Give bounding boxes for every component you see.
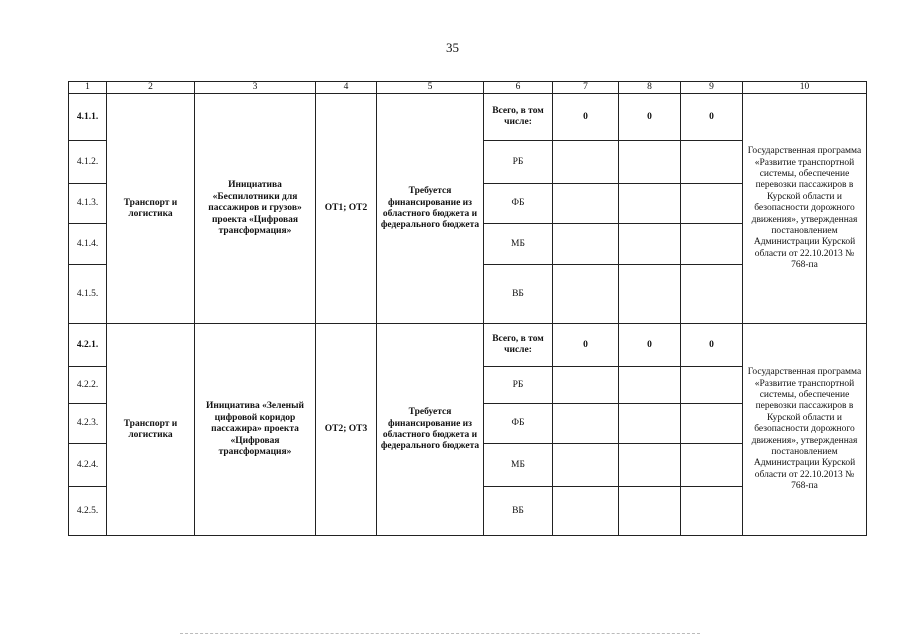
row-number: 4.2.4. [69, 444, 107, 487]
value-col-7 [553, 367, 619, 404]
program-cell: Государственная программа «Развитие транспортной системы, обеспечение перевозки пассажиров в Курской области и безопасности дорожного движения», утвержденная постановлением Администрации Курской области от 22.10.2013 № 768-па [743, 94, 867, 324]
funding-table [68, 81, 867, 536]
page-number: 35 [446, 40, 459, 55]
header-cell-8: 8 [619, 82, 681, 94]
row-number: 4.1.3. [69, 184, 107, 224]
value-col-9 [681, 404, 743, 444]
value-col-8 [619, 265, 681, 324]
program-cell: Государственная программа «Развитие транспортной системы, обеспечение перевозки пассажиров в Курской области и безопасности дорожного движения», утвержденная постановлением Администрации Курской области от 22.10.2013 № 768-па [743, 324, 867, 536]
value-col-9 [681, 487, 743, 536]
header-cell-7: 7 [553, 82, 619, 94]
codes-cell: ОТ1; ОТ2 [316, 94, 377, 324]
header-row [69, 82, 867, 94]
value-col-8: 0 [619, 324, 681, 367]
value-col-8 [619, 224, 681, 265]
source-cell: РБ [484, 367, 553, 404]
source-cell: Всего, в том числе: [484, 94, 553, 141]
source-cell: МБ [484, 224, 553, 265]
value-col-8 [619, 184, 681, 224]
sector-cell: Транспорт и логистика [107, 324, 195, 536]
value-col-7: 0 [553, 324, 619, 367]
value-col-8 [619, 444, 681, 487]
source-cell: РБ [484, 141, 553, 184]
row-number: 4.1.2. [69, 141, 107, 184]
value-col-7 [553, 141, 619, 184]
header-cell-1: 1 [69, 82, 107, 94]
header-cell-3: 3 [195, 82, 316, 94]
sector-cell: Транспорт и логистика [107, 94, 195, 324]
value-col-7 [553, 444, 619, 487]
header-cell-9: 9 [681, 82, 743, 94]
value-col-9 [681, 367, 743, 404]
codes-cell: ОТ2; ОТ3 [316, 324, 377, 536]
initiative-cell: Инициатива «Зеленый цифровой коридор пассажира» проекта «Цифровая трансформация» [195, 324, 316, 536]
value-col-7 [553, 224, 619, 265]
header-cell-5: 5 [377, 82, 484, 94]
value-col-7 [553, 265, 619, 324]
value-col-9 [681, 444, 743, 487]
row-number: 4.2.2. [69, 367, 107, 404]
value-col-7: 0 [553, 94, 619, 141]
value-col-8 [619, 367, 681, 404]
source-cell: ВБ [484, 265, 553, 324]
value-col-7 [553, 487, 619, 536]
table-row [69, 94, 867, 141]
value-col-8: 0 [619, 94, 681, 141]
row-number: 4.2.1. [69, 324, 107, 367]
source-cell: ФБ [484, 404, 553, 444]
header-cell-4: 4 [316, 82, 377, 94]
header-cell-6: 6 [484, 82, 553, 94]
source-cell: ВБ [484, 487, 553, 536]
source-cell: Всего, в том числе: [484, 324, 553, 367]
source-cell: ФБ [484, 184, 553, 224]
row-number: 4.1.5. [69, 265, 107, 324]
value-col-9 [681, 141, 743, 184]
source-cell: МБ [484, 444, 553, 487]
header-cell-2: 2 [107, 82, 195, 94]
row-number: 4.1.4. [69, 224, 107, 265]
value-col-9 [681, 265, 743, 324]
value-col-7 [553, 404, 619, 444]
header-cell-10: 10 [743, 82, 867, 94]
value-col-9 [681, 224, 743, 265]
value-col-9 [681, 184, 743, 224]
value-col-8 [619, 404, 681, 444]
table-row [69, 324, 867, 367]
value-col-9: 0 [681, 94, 743, 141]
financing-cell: Требуется финансирование из областного бюджета и федерального бюджета [377, 94, 484, 324]
initiative-cell: Инициатива «Беспилотники для пассажиров и грузов» проекта «Цифровая трансформация» [195, 94, 316, 324]
scan-artifact-line [180, 633, 700, 636]
value-col-7 [553, 184, 619, 224]
row-number: 4.2.5. [69, 487, 107, 536]
value-col-9: 0 [681, 324, 743, 367]
value-col-8 [619, 487, 681, 536]
financing-cell: Требуется финансирование из областного бюджета и федерального бюджета [377, 324, 484, 536]
row-number: 4.1.1. [69, 94, 107, 141]
row-number: 4.2.3. [69, 404, 107, 444]
value-col-8 [619, 141, 681, 184]
